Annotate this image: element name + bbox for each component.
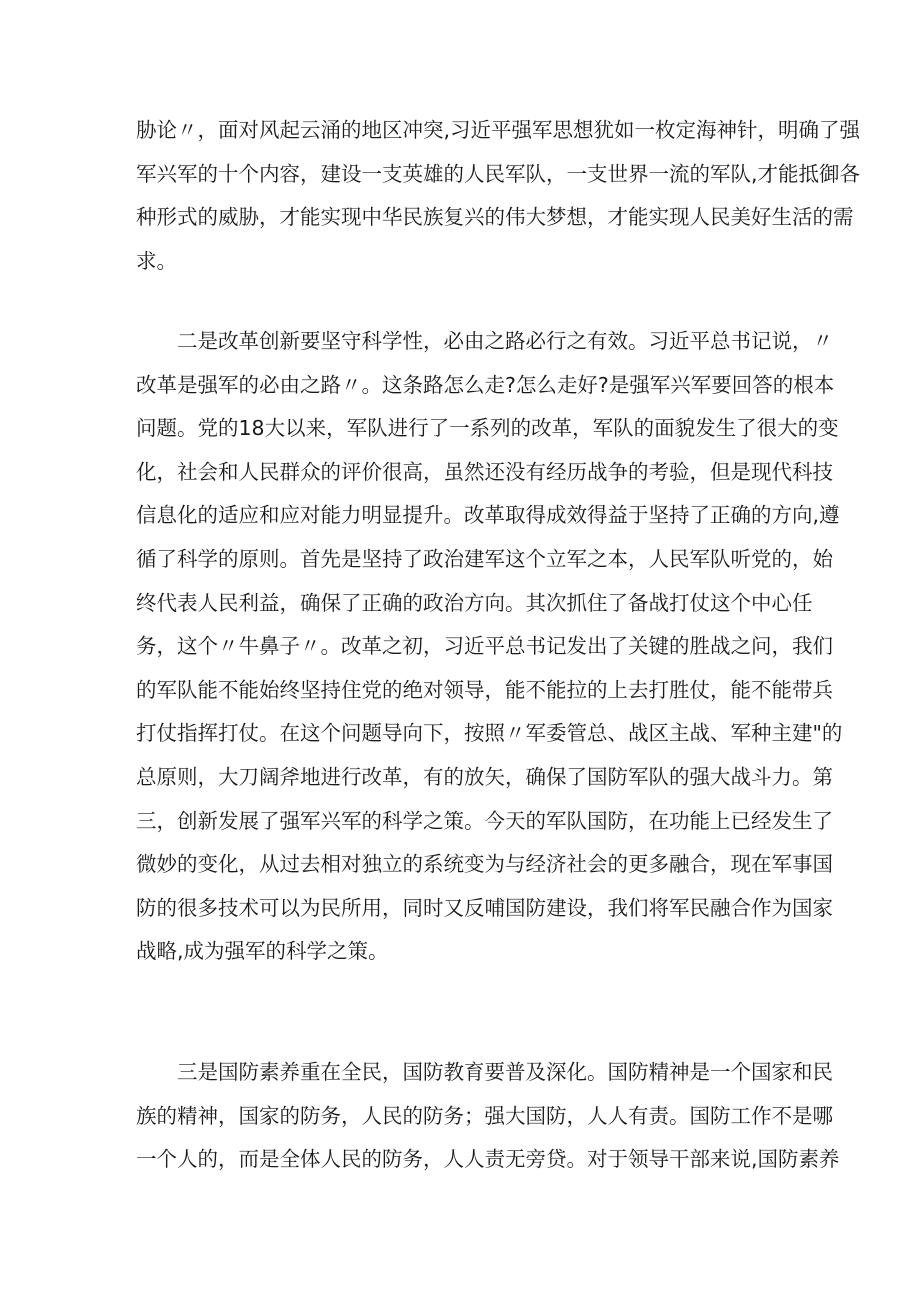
text-line: 改革是强军的必由之路〃。这条路怎么走?怎么走好?是强军兴军要回答的根本 xyxy=(136,372,835,397)
text-line: 打仗指挥打仗。在这个问题导向下，按照〃军委管总、战区主战、军种主建"的 xyxy=(136,721,843,746)
paragraph-3 xyxy=(136,1051,840,1182)
text-line: 总原则，大刀阔斧地进行改革，有的放矢，确保了国防军队的强大战斗力。第 xyxy=(136,764,833,789)
text-line: 三，创新发展了强军兴军的科学之策。今天的军队国防，在功能上已经发生了 xyxy=(136,808,833,833)
text-line: 一个人的，而是全体人民的防务，人人责无旁贷。对于领导干部来说,国防素养 xyxy=(136,1147,840,1172)
paragraph-body xyxy=(136,320,843,974)
text-line: 防的很多技术可以为民所用，同时又反哺国防建设，我们将军民融合作为国家 xyxy=(136,895,833,920)
paragraph-body xyxy=(136,109,861,283)
paragraph-body xyxy=(136,1051,840,1182)
text-line: 微妙的变化，从过去相对独立的系统变为与经济社会的更多融合，现在军事国 xyxy=(136,852,833,877)
text-line: 问题。党的18大以来，军队进行了一系列的改革，军队的面貌发生了很大的变 xyxy=(136,416,839,441)
text-line: 终代表人民利益，确保了正确的政治方向。其次抓住了备战打仗这个中心任 xyxy=(136,590,813,615)
text-line: 种形式的威胁，才能实现中华民族复兴的伟大梦想，才能实现人民美好生活的需 xyxy=(136,205,854,230)
text-line: 信息化的适应和应对能力明显提升。改革取得成效得益于坚持了正确的方向,遵 xyxy=(136,503,840,528)
text-line: 三是国防素养重在全民，国防教育要普及深化。国防精神是一个国家和民 xyxy=(177,1060,833,1084)
paragraph-2 xyxy=(136,320,843,974)
text-line: 务，这个〃牛鼻子〃。改革之初，习近平总书记发出了关键的胜战之问，我们 xyxy=(136,634,833,659)
text-line: 化，社会和人民群众的评价很高，虽然还没有经历战争的考验，但是现代科技 xyxy=(136,459,833,484)
paragraph-1 xyxy=(136,109,861,283)
text-line: 族的精神，国家的防务，人民的防务；强大国防，人人有责。国防工作不是哪 xyxy=(136,1103,833,1128)
text-line: 军兴军的十个内容，建设一支英雄的人民军队，一支世界一流的军队,才能抵御各 xyxy=(136,161,861,186)
text-line: 胁论〃，面对风起云涌的地区冲突,习近平强军思想犹如一枚定海神针，明确了强 xyxy=(136,118,861,142)
text-line: 二是改革创新要坚守科学性，必由之路必行之有效。习近平总书记说，〃 xyxy=(177,329,833,353)
text-line: 循了科学的原则。首先是坚持了政治建军这个立军之本，人民军队听党的，始 xyxy=(136,546,833,571)
text-line: 战略,成为强军的科学之策。 xyxy=(136,939,389,964)
text-line: 的军队能不能始终坚持住党的绝对领导，能不能拉的上去打胜仗，能不能带兵 xyxy=(136,677,833,702)
text-line: 求。 xyxy=(136,248,177,273)
